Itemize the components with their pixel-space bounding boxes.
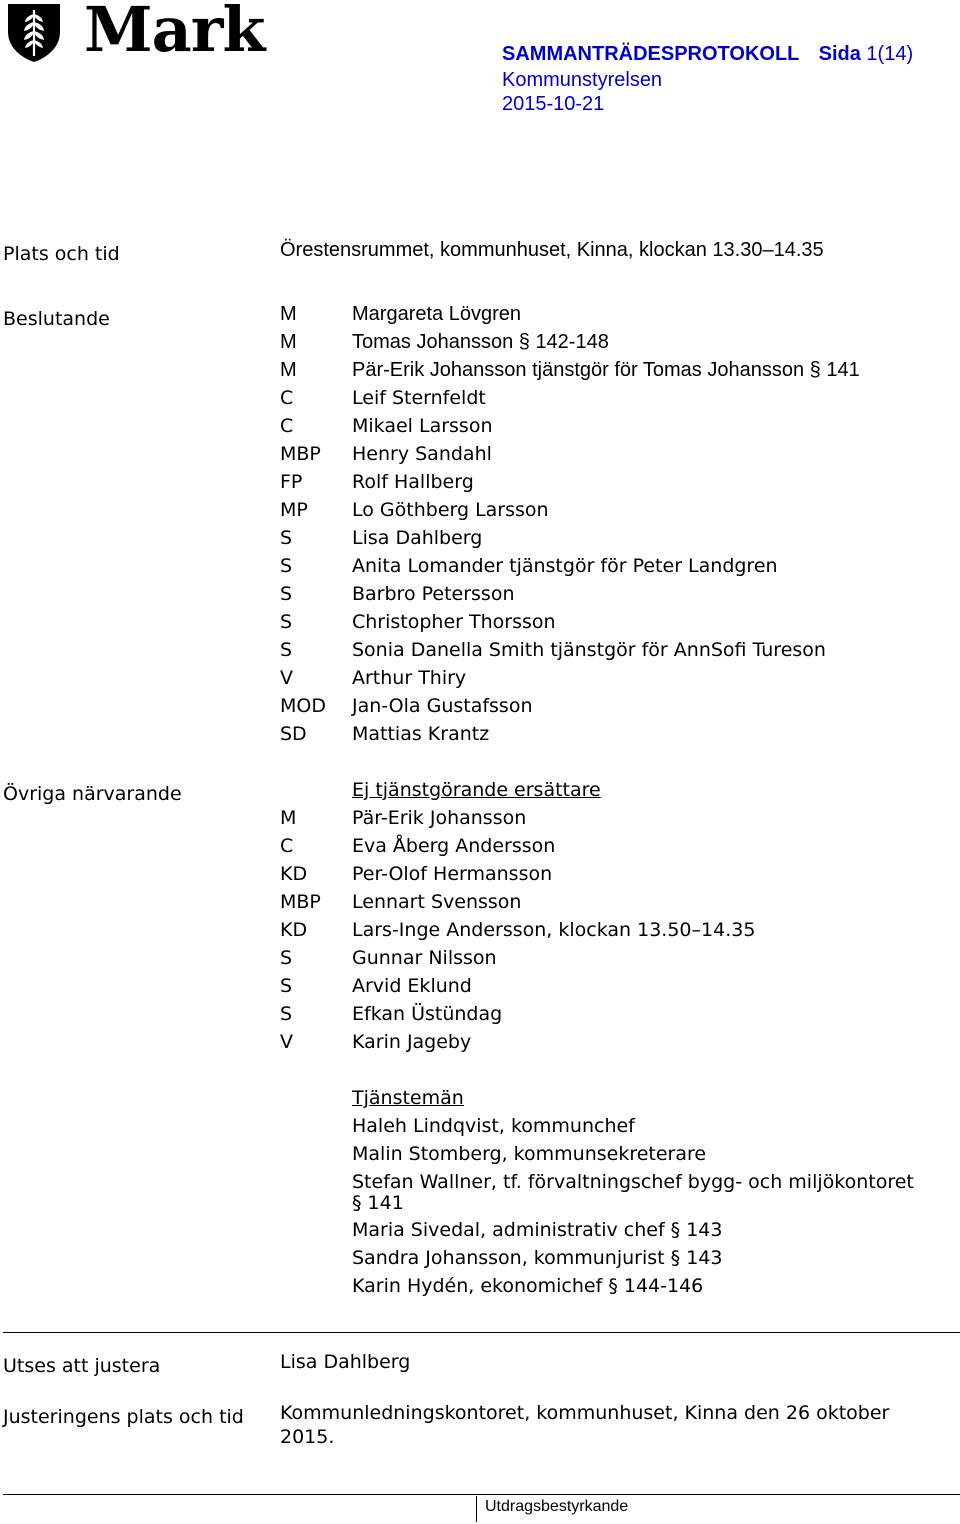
footer-divider (3, 1494, 960, 1495)
person-row (280, 916, 755, 944)
ovriga-label: Övriga närvarande (3, 783, 182, 805)
beslutande-label: Beslutande (3, 308, 110, 330)
person-row (280, 412, 493, 440)
person-name: Mikael Larsson (352, 415, 493, 437)
person-name: Arvid Eklund (352, 975, 472, 997)
person-name: Rolf Hallberg (352, 471, 474, 493)
person-row (280, 832, 555, 860)
person-row (280, 692, 533, 720)
party-code: C (280, 387, 294, 409)
person-row (280, 580, 515, 608)
tjansteman-heading: Tjänstemän (352, 1087, 464, 1109)
tjansteman-list (352, 1112, 914, 1300)
party-code: C (280, 835, 294, 857)
municipal-coat-of-arms-icon (6, 2, 62, 64)
party-code: MBP (280, 443, 321, 465)
party-code: M (280, 331, 297, 353)
person-name: Pär-Erik Johansson (352, 807, 527, 829)
person-row (280, 664, 466, 692)
party-code: MOD (280, 695, 326, 717)
person-name: Sonia Danella Smith tjänstgör för AnnSofi Tureson (352, 639, 826, 661)
person-row (280, 608, 556, 636)
party-code: S (280, 555, 293, 577)
tjansteman-item: Stefan Wallner, tf. förvaltningschef bygg- och miljökontoret (352, 1171, 914, 1193)
party-code: SD (280, 723, 307, 745)
person-row (280, 552, 778, 580)
person-name: Lo Göthberg Larsson (352, 499, 549, 521)
party-code: KD (280, 919, 308, 941)
party-code: V (280, 667, 293, 689)
justering-value-line: Kommunledningskontoret, kommunhuset, Kinna den 26 oktober (280, 1402, 890, 1424)
person-name: Leif Sternfeldt (352, 387, 486, 409)
person-name: Lennart Svensson (352, 891, 522, 913)
person-row (280, 888, 521, 916)
person-row (280, 1028, 471, 1056)
ersattare-heading: Ej tjänstgörande ersättare (352, 779, 601, 801)
person-name: Christopher Thorsson (352, 611, 556, 633)
person-name: Lars-Inge Andersson, klockan 13.50–14.35 (352, 919, 756, 941)
party-code: S (280, 1003, 293, 1025)
person-row (280, 972, 472, 1000)
tjansteman-item: Haleh Lindqvist, kommunchef (352, 1115, 635, 1137)
person-name: Margareta Lövgren (352, 303, 521, 325)
person-name: Arthur Thiry (352, 667, 467, 689)
justering-label: Justeringens plats och tid (3, 1406, 244, 1428)
person-row (280, 328, 609, 356)
party-code: S (280, 975, 293, 997)
person-name: Mattias Krantz (352, 723, 490, 745)
party-code: M (280, 303, 297, 325)
organ-name: Kommunstyrelsen (502, 69, 663, 91)
party-code: S (280, 611, 293, 633)
tjansteman-item: Malin Stomberg, kommunsekreterare (352, 1143, 707, 1165)
person-name: Pär-Erik Johansson tjänstgör för Tomas Johansson § 141 (352, 359, 860, 381)
party-code: S (280, 639, 293, 661)
person-row (280, 944, 497, 972)
page-indicator: Sida 1(14) (818, 43, 914, 65)
person-row (280, 440, 492, 468)
person-row (280, 1000, 502, 1028)
person-name: Tomas Johansson § 142-148 (352, 331, 609, 353)
section-divider (3, 1332, 960, 1333)
person-row (280, 860, 552, 888)
party-code: S (280, 527, 293, 549)
person-row (280, 496, 549, 524)
person-name: Gunnar Nilsson (352, 947, 497, 969)
tjansteman-item: § 141 (352, 1192, 404, 1214)
tjansteman-item: Sandra Johansson, kommunjurist § 143 (352, 1247, 723, 1269)
person-row (280, 468, 474, 496)
justera-value: Lisa Dahlberg (280, 1351, 411, 1373)
utdragsbestyrkande-label: Utdragsbestyrkande (485, 1498, 629, 1515)
person-row (280, 720, 489, 748)
person-name: Anita Lomander tjänstgör för Peter Landgren (352, 555, 778, 577)
party-code: MP (280, 499, 308, 521)
plats-value: Örestensrummet, kommunhuset, Kinna, klockan 13.30–14.35 (280, 239, 824, 261)
justering-value (280, 1401, 889, 1449)
document-title-line (502, 42, 913, 66)
person-name: Jan-Ola Gustafsson (352, 695, 533, 717)
person-row (280, 636, 826, 664)
document-title: SAMMANTRÄDESPROTOKOLL (502, 43, 800, 65)
tjansteman-item: Karin Hydén, ekonomichef § 144-146 (352, 1275, 704, 1297)
person-row (280, 300, 521, 328)
person-name: Barbro Petersson (352, 583, 515, 605)
person-row (280, 384, 486, 412)
justera-label: Utses att justera (3, 1355, 161, 1377)
person-name: Henry Sandahl (352, 443, 492, 465)
logo-wordmark: Mark (84, 0, 265, 66)
person-row (280, 356, 860, 384)
party-code: C (280, 415, 294, 437)
justering-value-line: 2015. (280, 1426, 335, 1448)
person-name: Lisa Dahlberg (352, 527, 483, 549)
person-name: Efkan Üstündag (352, 1003, 503, 1025)
person-row (280, 804, 526, 832)
person-name: Eva Åberg Andersson (352, 835, 556, 857)
person-row (280, 524, 482, 552)
person-name: Per-Olof Hermansson (352, 863, 553, 885)
tjansteman-item: Maria Sivedal, administrativ chef § 143 (352, 1219, 723, 1241)
party-code: FP (280, 471, 303, 493)
party-code: V (280, 1031, 293, 1053)
plats-label: Plats och tid (3, 243, 120, 265)
party-code: M (280, 359, 297, 381)
party-code: MBP (280, 891, 321, 913)
party-code: S (280, 583, 293, 605)
person-name: Karin Jageby (352, 1031, 472, 1053)
party-code: S (280, 947, 293, 969)
party-code: KD (280, 863, 308, 885)
party-code: M (280, 807, 297, 829)
meeting-date: 2015-10-21 (502, 93, 605, 115)
